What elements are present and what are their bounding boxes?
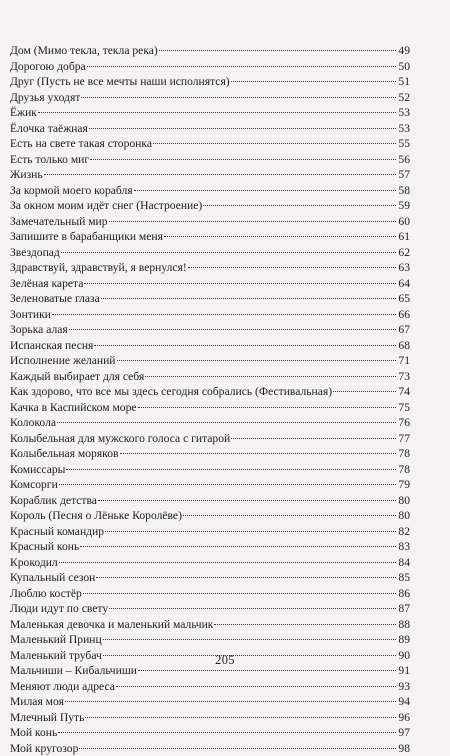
toc-entry-title: Млечный Путь: [10, 710, 84, 726]
toc-entry: [10, 152, 410, 168]
toc-entry-title: Исполнение желаний: [10, 353, 116, 369]
toc-entry: [10, 353, 410, 369]
toc-entry-page: 68: [397, 338, 410, 354]
toc-entry-title: Есть только миг: [10, 152, 89, 168]
toc-entry: [10, 710, 410, 726]
toc-entry: [10, 90, 410, 106]
toc-entry-page: 66: [397, 307, 410, 323]
toc-entry-page: 96: [397, 710, 410, 726]
dot-leader: [101, 298, 396, 299]
toc-entry-page: 52: [397, 90, 410, 106]
toc-entry: [10, 400, 410, 416]
toc-entry-title: Зеленоватые глаза: [10, 291, 100, 307]
toc-entry: [10, 183, 410, 199]
toc-entry-page: 59: [397, 198, 410, 214]
toc-entry-title: Ёлочка таёжная: [10, 121, 88, 137]
dot-leader: [231, 438, 396, 439]
toc-entry-title: Крокодил: [10, 555, 58, 571]
toc-entry-page: 63: [397, 260, 410, 276]
toc-entry: [10, 632, 410, 648]
toc-entry: [10, 105, 410, 121]
dot-leader: [83, 593, 396, 594]
toc-entry-title: Колыбельная моряков: [10, 446, 119, 462]
toc-entry-title: Купальный сезон: [10, 570, 95, 586]
toc-entry-page: 57: [397, 167, 410, 183]
toc-entry: [10, 570, 410, 586]
dot-leader: [84, 283, 396, 284]
toc-entry-title: Как здорово, что все мы здесь сегодня собрались (Фестивальная): [10, 384, 332, 400]
toc-entry-page: 53: [397, 121, 410, 137]
dot-leader: [59, 562, 396, 563]
dot-leader: [159, 50, 396, 51]
toc-entry-page: 65: [397, 291, 410, 307]
toc-entry-title: Меняют люди адреса: [10, 679, 115, 695]
dot-leader: [105, 531, 396, 532]
toc-entry-title: Люди идут по свету: [10, 601, 108, 617]
toc-entry-title: Есть на свете такая сторонка: [10, 136, 152, 152]
dot-leader: [138, 670, 396, 671]
dot-leader: [52, 314, 396, 315]
dot-leader: [80, 546, 396, 547]
dot-leader: [188, 267, 396, 268]
dot-leader: [57, 422, 396, 423]
toc-entry-title: Ёжик: [10, 105, 37, 121]
toc-entry-page: 56: [397, 152, 410, 168]
toc-entry-page: 90: [397, 648, 410, 664]
toc-entry-title: Маленький трубач: [10, 648, 102, 664]
toc-entry-page: 51: [397, 74, 410, 90]
toc-entry-page: 79: [397, 477, 410, 493]
toc-entry-page: 62: [397, 245, 410, 261]
toc-entry-page: 64: [397, 276, 410, 292]
toc-entry-title: Запишите в барабанщики меня: [10, 229, 163, 245]
dot-leader: [66, 469, 396, 470]
dot-leader: [96, 577, 396, 578]
toc-entry-page: 76: [397, 415, 410, 431]
toc-entry: [10, 539, 410, 555]
toc-entry-title: За кормой моего корабля: [10, 183, 133, 199]
toc-entry-title: Милая моя: [10, 694, 64, 710]
toc-entry: [10, 415, 410, 431]
toc-entry-title: Комиссары: [10, 462, 65, 478]
toc-entry-title: Качка в Каспийском море: [10, 400, 137, 416]
toc-entry-page: 60: [397, 214, 410, 230]
dot-leader: [164, 236, 396, 237]
dot-leader: [61, 252, 396, 253]
toc-entry: [10, 121, 410, 137]
toc-entry: [10, 43, 410, 59]
toc-entry-title: Зонтики: [10, 307, 51, 323]
toc-entry-title: Колыбельная для мужского голоса с гитарой: [10, 431, 230, 447]
toc-entry: [10, 245, 410, 261]
toc-entry-title: Мой кругозор: [10, 741, 78, 756]
toc-entry-title: Колокола: [10, 415, 56, 431]
toc-entry-title: Звездопад: [10, 245, 60, 261]
dot-leader: [120, 453, 397, 454]
toc-entry-page: 71: [397, 353, 410, 369]
toc-entry-page: 77: [397, 431, 410, 447]
toc-entry: [10, 446, 410, 462]
dot-leader: [87, 66, 396, 67]
toc-entry-title: Каждый выбирает для себя: [10, 369, 144, 385]
toc-entry-title: Испанская песня: [10, 338, 93, 354]
dot-leader: [231, 81, 396, 82]
toc-entry-page: 87: [397, 601, 410, 617]
toc-entry-page: 80: [397, 508, 410, 524]
toc-entry: [10, 59, 410, 75]
toc-entry-page: 86: [397, 586, 410, 602]
toc-entry-page: 58: [397, 183, 410, 199]
toc-entry-page: 80: [397, 493, 410, 509]
dot-leader: [134, 190, 396, 191]
toc-entry-title: За окном моим идёт снег (Настроение): [10, 198, 202, 214]
dot-leader: [109, 608, 396, 609]
toc-entry-page: 73: [397, 369, 410, 385]
toc-entry-page: 98: [397, 741, 410, 756]
toc-entry-page: 85: [397, 570, 410, 586]
toc-entry-title: Здравствуй, здравствуй, я вернулся!: [10, 260, 187, 276]
toc-entry: [10, 741, 410, 756]
toc-entry-page: 88: [397, 617, 410, 633]
toc-entry: [10, 136, 410, 152]
toc-entry-page: 49: [397, 43, 410, 59]
toc-entry-page: 91: [397, 663, 410, 679]
toc-entry: [10, 462, 410, 478]
toc-entry: [10, 617, 410, 633]
dot-leader: [58, 732, 396, 733]
dot-leader: [116, 686, 396, 687]
toc-entry-page: 61: [397, 229, 410, 245]
toc-entry-page: 84: [397, 555, 410, 571]
toc-entry-title: Маленькая девочка и маленький мальчик: [10, 617, 213, 633]
dot-leader: [183, 515, 396, 516]
dot-leader: [138, 407, 396, 408]
dot-leader: [117, 360, 396, 361]
toc-entry-title: Дом (Мимо текла, текла река): [10, 43, 158, 59]
dot-leader: [79, 748, 396, 749]
dot-leader: [59, 484, 396, 485]
dot-leader: [109, 221, 396, 222]
toc-entry: [10, 229, 410, 245]
toc-entry: [10, 167, 410, 183]
toc-entry-title: Король (Песня о Лёньке Королёве): [10, 508, 182, 524]
dot-leader: [44, 174, 396, 175]
toc-entry: [10, 508, 410, 524]
toc-entry-title: Мой конь: [10, 725, 57, 741]
toc-entry: [10, 338, 410, 354]
dot-leader: [89, 128, 396, 129]
dot-leader: [81, 97, 396, 98]
toc-entry-title: Люблю костёр: [10, 586, 82, 602]
toc-entry-page: 93: [397, 679, 410, 695]
toc-entry: [10, 307, 410, 323]
dot-leader: [90, 159, 396, 160]
dot-leader: [65, 701, 396, 702]
toc-entry-page: 55: [397, 136, 410, 152]
toc-entry-page: 83: [397, 539, 410, 555]
toc-entry: [10, 586, 410, 602]
toc-entry-page: 97: [397, 725, 410, 741]
toc-entry-page: 89: [397, 632, 410, 648]
toc-entry-title: Друзья уходят: [10, 90, 80, 106]
toc-entry: [10, 725, 410, 741]
toc-entry-title: Дорогою добра: [10, 59, 86, 75]
dot-leader: [333, 391, 396, 392]
dot-leader: [94, 345, 396, 346]
dot-leader: [85, 717, 396, 718]
toc-entry-title: Зорька алая: [10, 322, 68, 338]
toc-entry-page: 75: [397, 400, 410, 416]
toc-entry: [10, 322, 410, 338]
toc-entry-title: Друг (Пусть не все мечты наши исполнятся): [10, 74, 230, 90]
dot-leader: [38, 112, 396, 113]
toc-entry-title: Комсорги: [10, 477, 58, 493]
toc-entry: [10, 601, 410, 617]
toc-entry-page: 82: [397, 524, 410, 540]
toc-entry-title: Красный конь: [10, 539, 79, 555]
toc-entry: [10, 291, 410, 307]
dot-leader: [203, 205, 396, 206]
dot-leader: [103, 639, 396, 640]
page-number: 205: [0, 653, 450, 668]
dot-leader: [69, 329, 396, 330]
toc-entry: [10, 679, 410, 695]
toc-entry-title: Зелёная карета: [10, 276, 83, 292]
toc-entry: [10, 384, 410, 400]
toc-entry: [10, 276, 410, 292]
toc-entry-title: Красный командир: [10, 524, 104, 540]
toc-entry: [10, 198, 410, 214]
toc-entry: [10, 260, 410, 276]
toc-entry-page: 78: [397, 462, 410, 478]
toc-entry-page: 94: [397, 694, 410, 710]
dot-leader: [214, 624, 396, 625]
toc-entry-title: Мальчиши – Кибальчиши: [10, 663, 137, 679]
toc-entry-page: 74: [397, 384, 410, 400]
toc-entry: [10, 477, 410, 493]
toc-entry-title: Маленький Принц: [10, 632, 102, 648]
toc-entry: [10, 524, 410, 540]
toc-entry: [10, 74, 410, 90]
toc-entry-page: 78: [397, 446, 410, 462]
toc-entry-title: Кораблик детства: [10, 493, 97, 509]
toc-entry-title: Жизнь: [10, 167, 43, 183]
toc-entry-page: 67: [397, 322, 410, 338]
toc-entry: [10, 214, 410, 230]
dot-leader: [98, 500, 396, 501]
dot-leader: [153, 143, 396, 144]
toc-entry-page: 50: [397, 59, 410, 75]
toc-entry: [10, 369, 410, 385]
toc-entry: [10, 493, 410, 509]
toc-entry-page: 53: [397, 105, 410, 121]
toc-entry-title: Замечательный мир: [10, 214, 108, 230]
table-of-contents: [10, 43, 410, 756]
toc-entry: [10, 431, 410, 447]
dot-leader: [145, 376, 396, 377]
toc-entry: [10, 694, 410, 710]
toc-entry: [10, 555, 410, 571]
